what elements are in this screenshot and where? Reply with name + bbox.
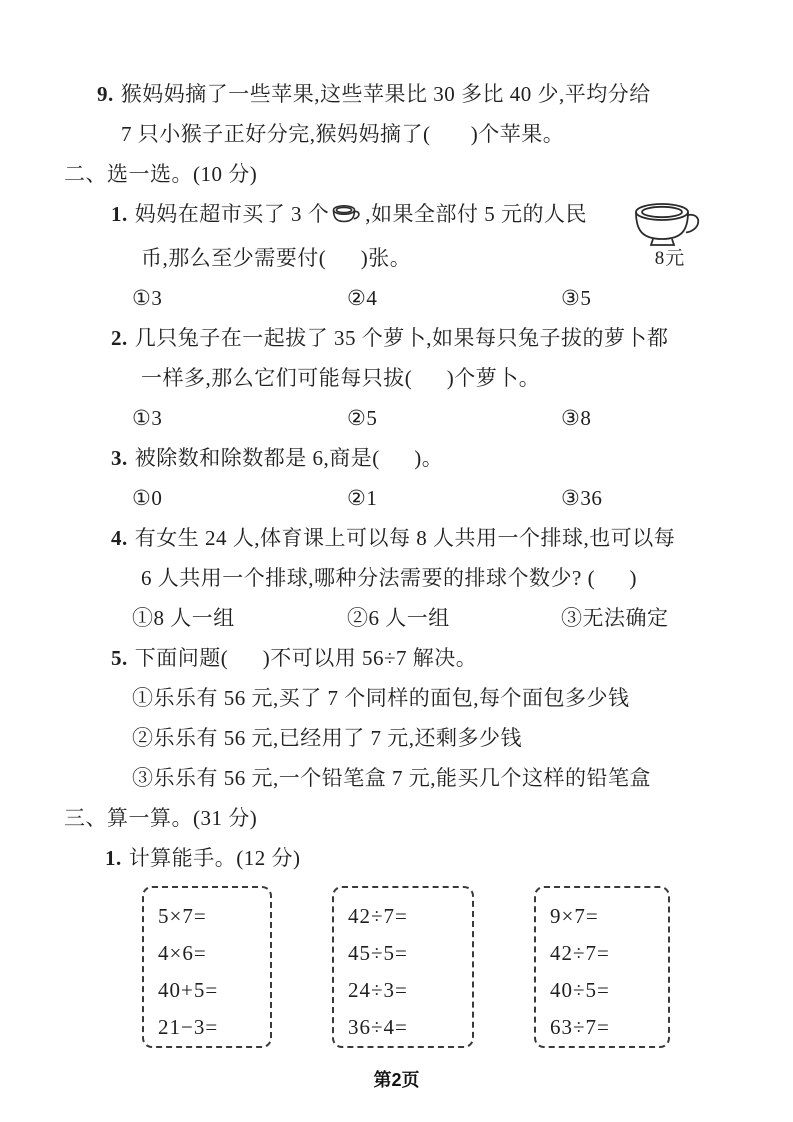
question-1-text-2: 币,那么至少需要付( )张。	[141, 246, 412, 270]
question-5-number: 5.	[111, 646, 128, 670]
cup-icon	[331, 198, 363, 238]
calc-expression: 63÷7=	[550, 1015, 610, 1039]
option-3: ③8	[561, 406, 592, 430]
question-4-text-1: 有女生 24 人,体育课上可以每 8 人共用一个排球,也可以每	[134, 526, 676, 550]
option-1: ①0	[132, 486, 163, 510]
question-2-text-2: 一样多,那么它们可能每只拔( )个萝卜。	[141, 366, 541, 390]
option-1: ①8 人一组	[132, 606, 235, 630]
question-9-number: 9.	[97, 82, 114, 106]
option-1: ①3	[132, 406, 163, 430]
cup-price-label: 8元	[654, 248, 686, 269]
calc-expression: 4×6=	[158, 941, 207, 965]
question-1-number: 1.	[111, 202, 128, 226]
question-9-text-2: 7 只小猴子正好分完,猴妈妈摘了( )个苹果。	[121, 122, 565, 146]
option-2: ②4	[347, 286, 378, 310]
question-5-text-1: 下面问题( )不可以用 56÷7 解决。	[134, 646, 478, 670]
question-9-line-2	[64, 114, 793, 154]
option-2: ②5	[347, 406, 378, 430]
section-2-heading: 二、选一选。(10 分)	[64, 162, 258, 186]
section-3-q1-label	[64, 838, 793, 878]
cup-image	[630, 202, 710, 270]
calc-expression: 42÷7=	[348, 904, 408, 928]
question-3-options	[64, 478, 793, 518]
option-1: ①3	[132, 286, 163, 310]
question-1-text-post: ,如果全部付 5 元的人民	[365, 202, 587, 226]
section-3-q1-number: 1.	[105, 846, 122, 870]
calc-expression: 45÷5=	[348, 941, 408, 965]
question-4-line-2	[64, 558, 793, 598]
question-4-line-1	[64, 518, 793, 558]
page-number: 第2页	[373, 1070, 420, 1090]
calc-box-2	[332, 886, 474, 1048]
option-2: ②6 人一组	[347, 606, 450, 630]
question-9-line-1	[64, 74, 793, 114]
question-3-number: 3.	[111, 446, 128, 470]
calc-expression: 40+5=	[158, 978, 219, 1002]
option-3: ③5	[561, 286, 592, 310]
section-3-heading: 三、算一算。(31 分)	[64, 806, 258, 830]
question-5-choice-2	[64, 718, 793, 758]
question-1-options	[64, 278, 793, 318]
cup-drawing	[632, 202, 708, 248]
calc-expression: 24÷3=	[348, 978, 408, 1002]
calc-box-3	[534, 886, 670, 1048]
question-4-number: 4.	[111, 526, 128, 550]
calc-expression: 21−3=	[158, 1015, 219, 1039]
choice-3-text: ③乐乐有 56 元,一个铅笔盒 7 元,能买几个这样的铅笔盒	[132, 766, 651, 790]
calc-expression: 42÷7=	[550, 941, 610, 965]
question-2-line-1	[64, 318, 793, 358]
question-5-choice-1	[64, 678, 793, 718]
question-4-text-2: 6 人共用一个排球,哪种分法需要的排球个数少? ( )	[141, 566, 638, 590]
question-2-line-2	[64, 358, 793, 398]
question-9-text-1: 猴妈妈摘了一些苹果,这些苹果比 30 多比 40 少,平均分给	[120, 82, 651, 106]
calc-box-1	[142, 886, 272, 1048]
question-3-text-1: 被除数和除数都是 6,商是( )。	[134, 446, 444, 470]
question-4-options	[64, 598, 793, 638]
calc-expression: 40÷5=	[550, 978, 610, 1002]
question-1-text-pre: 妈妈在超市买了 3 个	[134, 202, 330, 226]
option-3: ③36	[561, 486, 603, 510]
question-2-text-1: 几只兔子在一起拔了 35 个萝卜,如果每只兔子拔的萝卜都	[134, 326, 669, 350]
question-5-line-1	[64, 638, 793, 678]
calc-expression: 9×7=	[550, 904, 599, 928]
question-3-line-1	[64, 438, 793, 478]
calc-expression: 5×7=	[158, 904, 207, 928]
choice-2-text: ②乐乐有 56 元,已经用了 7 元,还剩多少钱	[132, 726, 522, 750]
section-3-q1-text: 计算能手。(12 分)	[128, 846, 301, 870]
question-2-number: 2.	[111, 326, 128, 350]
calculation-boxes	[142, 886, 793, 1048]
calc-expression: 36÷4=	[348, 1015, 408, 1039]
option-3: ③无法确定	[561, 606, 669, 630]
option-2: ②1	[347, 486, 378, 510]
question-5-choice-3	[64, 758, 793, 798]
choice-1-text: ①乐乐有 56 元,买了 7 个同样的面包,每个面包多少钱	[132, 686, 630, 710]
question-2-options	[64, 398, 793, 438]
